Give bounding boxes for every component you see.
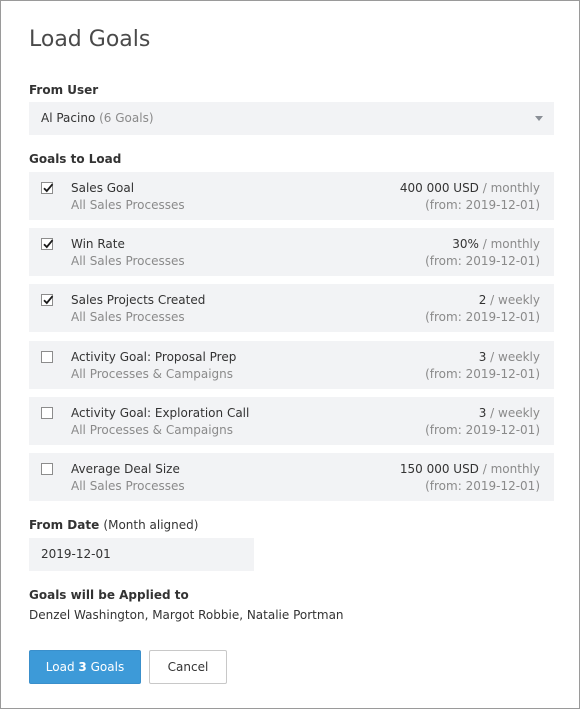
goal-amount: [400, 462, 540, 476]
goal-name: Sales Goal: [71, 181, 135, 195]
goal-name: Activity Goal: Proposal Prep: [71, 350, 237, 364]
goal-amount-value: 150 000 USD: [399, 462, 479, 476]
goal-period: / monthly: [482, 181, 540, 195]
goal-amount: [479, 350, 540, 364]
goal-scope: All Sales Processes: [71, 254, 185, 268]
goal-row[interactable]: [29, 228, 554, 276]
goal-name: Sales Projects Created: [71, 293, 206, 307]
goal-period: / weekly: [490, 406, 540, 420]
goal-from-date: (from: 2019-12-01): [425, 198, 540, 212]
goal-from-date: (from: 2019-12-01): [425, 367, 540, 381]
goal-amount-value: 3: [478, 406, 487, 420]
goal-amount: [479, 406, 540, 420]
goal-row[interactable]: [29, 453, 554, 501]
goal-checkbox[interactable]: [41, 351, 53, 363]
goal-checkbox[interactable]: [41, 294, 53, 306]
goal-from-date: (from: 2019-12-01): [425, 423, 540, 437]
goal-from-date: (from: 2019-12-01): [425, 479, 540, 493]
goal-amount-value: 3: [478, 350, 487, 364]
checkmark-icon: [42, 238, 54, 250]
from-date-input[interactable]: 2019-12-01: [29, 538, 254, 571]
load-goals-button[interactable]: [29, 650, 141, 684]
load-button-prefix: Load: [45, 660, 75, 674]
from-date-label: [29, 518, 198, 532]
selected-user-goal-count: (6 Goals): [99, 111, 154, 125]
goal-scope: All Sales Processes: [71, 479, 185, 493]
goal-period: / weekly: [490, 293, 540, 307]
goal-name: Activity Goal: Exploration Call: [71, 406, 250, 420]
load-button-count: 3: [78, 660, 87, 674]
goal-scope: All Sales Processes: [71, 198, 185, 212]
goal-amount-value: 2: [478, 293, 487, 307]
goal-checkbox[interactable]: [41, 238, 53, 250]
caret-down-icon: [535, 116, 543, 121]
goal-amount: [452, 237, 540, 251]
goal-scope: All Processes & Campaigns: [71, 423, 234, 437]
goal-row[interactable]: [29, 284, 554, 332]
applied-to-names: Denzel Washington, Margot Robbie, Natalie Portman: [29, 608, 344, 622]
goal-period: / monthly: [482, 237, 540, 251]
checkmark-icon: [42, 182, 54, 194]
goal-row[interactable]: [29, 397, 554, 445]
from-date-label-text: From Date: [29, 518, 100, 532]
selected-user-name: Al Pacino: [41, 111, 96, 125]
goal-scope: All Sales Processes: [71, 310, 185, 324]
goal-amount-value: 30%: [452, 237, 479, 251]
goal-row[interactable]: [29, 172, 554, 220]
goal-period: / weekly: [490, 350, 540, 364]
goal-amount: [400, 181, 540, 195]
goal-row[interactable]: [29, 341, 554, 389]
goal-checkbox[interactable]: [41, 182, 53, 194]
from-user-label: From User: [29, 83, 99, 97]
goals-to-load-label: Goals to Load: [29, 152, 122, 166]
goal-period: / monthly: [482, 462, 540, 476]
goal-amount-value: 400 000 USD: [399, 181, 479, 195]
from-date-hint: (Month aligned): [103, 518, 199, 532]
goal-name: Average Deal Size: [71, 462, 180, 476]
goal-checkbox[interactable]: [41, 463, 53, 475]
goal-name: Win Rate: [71, 237, 125, 251]
cancel-button[interactable]: Cancel: [149, 650, 227, 684]
from-user-select[interactable]: [29, 102, 554, 135]
goal-checkbox[interactable]: [41, 407, 53, 419]
checkmark-icon: [42, 294, 54, 306]
load-button-suffix: Goals: [90, 660, 125, 674]
goal-from-date: (from: 2019-12-01): [425, 254, 540, 268]
goal-amount: [479, 293, 540, 307]
goal-from-date: (from: 2019-12-01): [425, 310, 540, 324]
dialog-title: Load Goals: [29, 27, 151, 52]
goal-scope: All Processes & Campaigns: [71, 367, 234, 381]
applied-to-label: Goals will be Applied to: [29, 588, 189, 602]
